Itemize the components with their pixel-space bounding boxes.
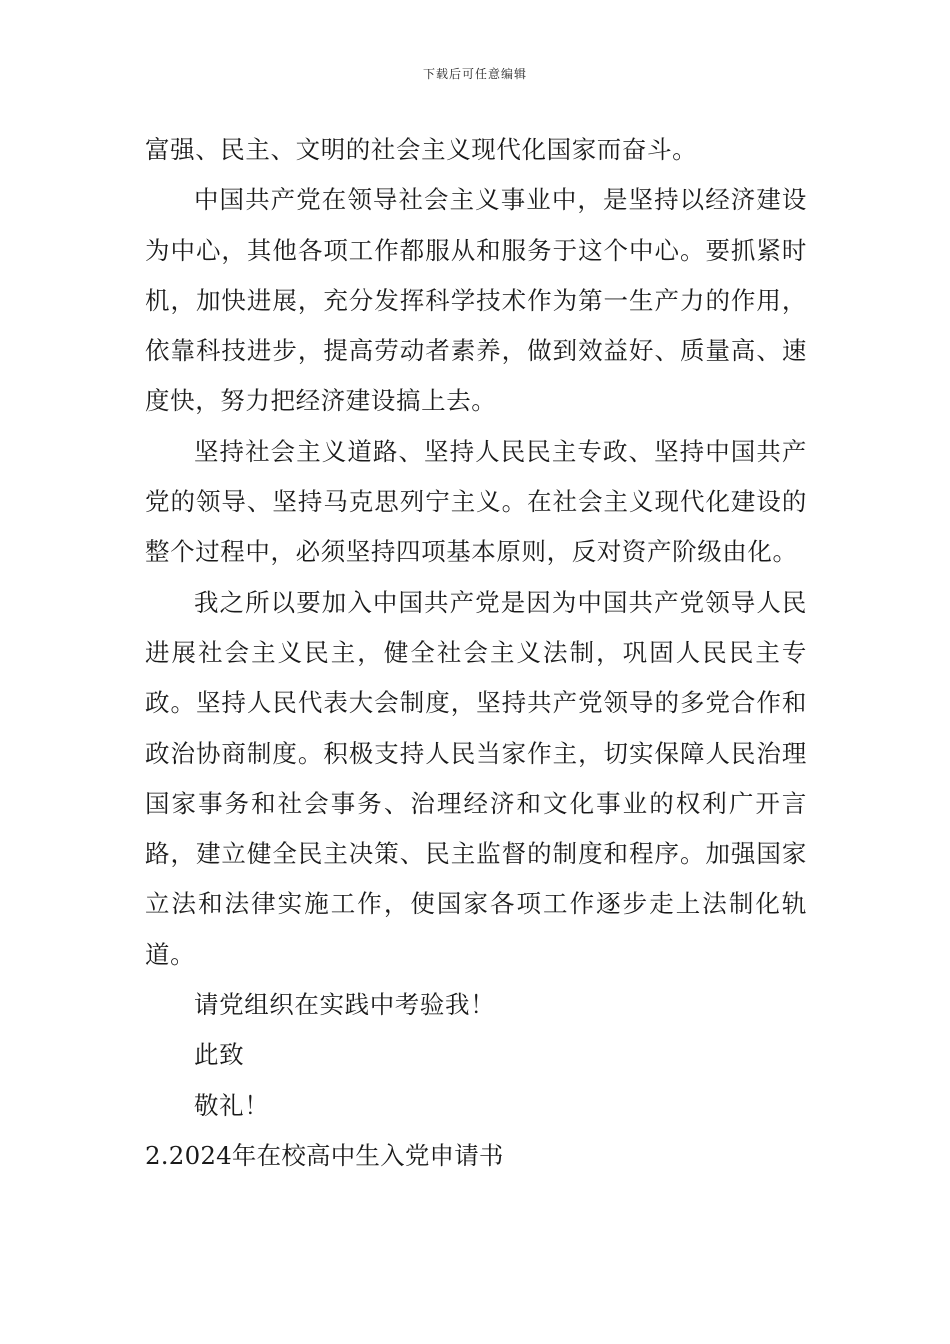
paragraph-four-principles: 坚持社会主义道路、坚持人民民主专政、坚持中国共产党的领导、坚持马克思列宁主义。在社会主义现代化建设的整个过程中，必须坚持四项基本原则，反对资产阶级由化。 [145, 436, 807, 567]
document-body [145, 125, 807, 1181]
section-heading: 2.2024年在校高中生入党申请书 [145, 1140, 504, 1170]
closing-request: 请党组织在实践中考验我！ [194, 990, 496, 1020]
closing-regards: 敬礼！ [194, 1090, 270, 1120]
paragraph-continuation: 富强、民主、文明的社会主义现代化国家而奋斗。 [145, 135, 698, 164]
closing-salutation: 此致 [194, 1040, 245, 1070]
page-header: 下载后可任意编辑 [422, 67, 527, 81]
paragraph-economic-construction: 中国共产党在领导社会主义事业中，是坚持以经济建设为中心，其他各项工作都服从和服务于这个中心。要抓紧时机，加快进展，充分发挥科学技术作为第一生产力的作用，依靠科技进步，提高劳动者素养，做到效益好、质量高、速度快，努力把经济建设搞上去。 [145, 185, 807, 416]
paragraph-reason-to-join: 我之所以要加入中国共产党是因为中国共产党领导人民进展社会主义民主，健全社会主义法制，巩固人民民主专政。坚持人民代表大会制度，坚持共产党领导的多党合作和政治协商制度。积极支持人民当家作主，切实保障人民治理国家事务和社会事务、治理经济和文化事业的权利广开言路，建立健全民主决策、民主监督的制度和程序。加强国家立法和法律实施工作，使国家各项工作逐步走上法制化轨道。 [145, 587, 807, 969]
